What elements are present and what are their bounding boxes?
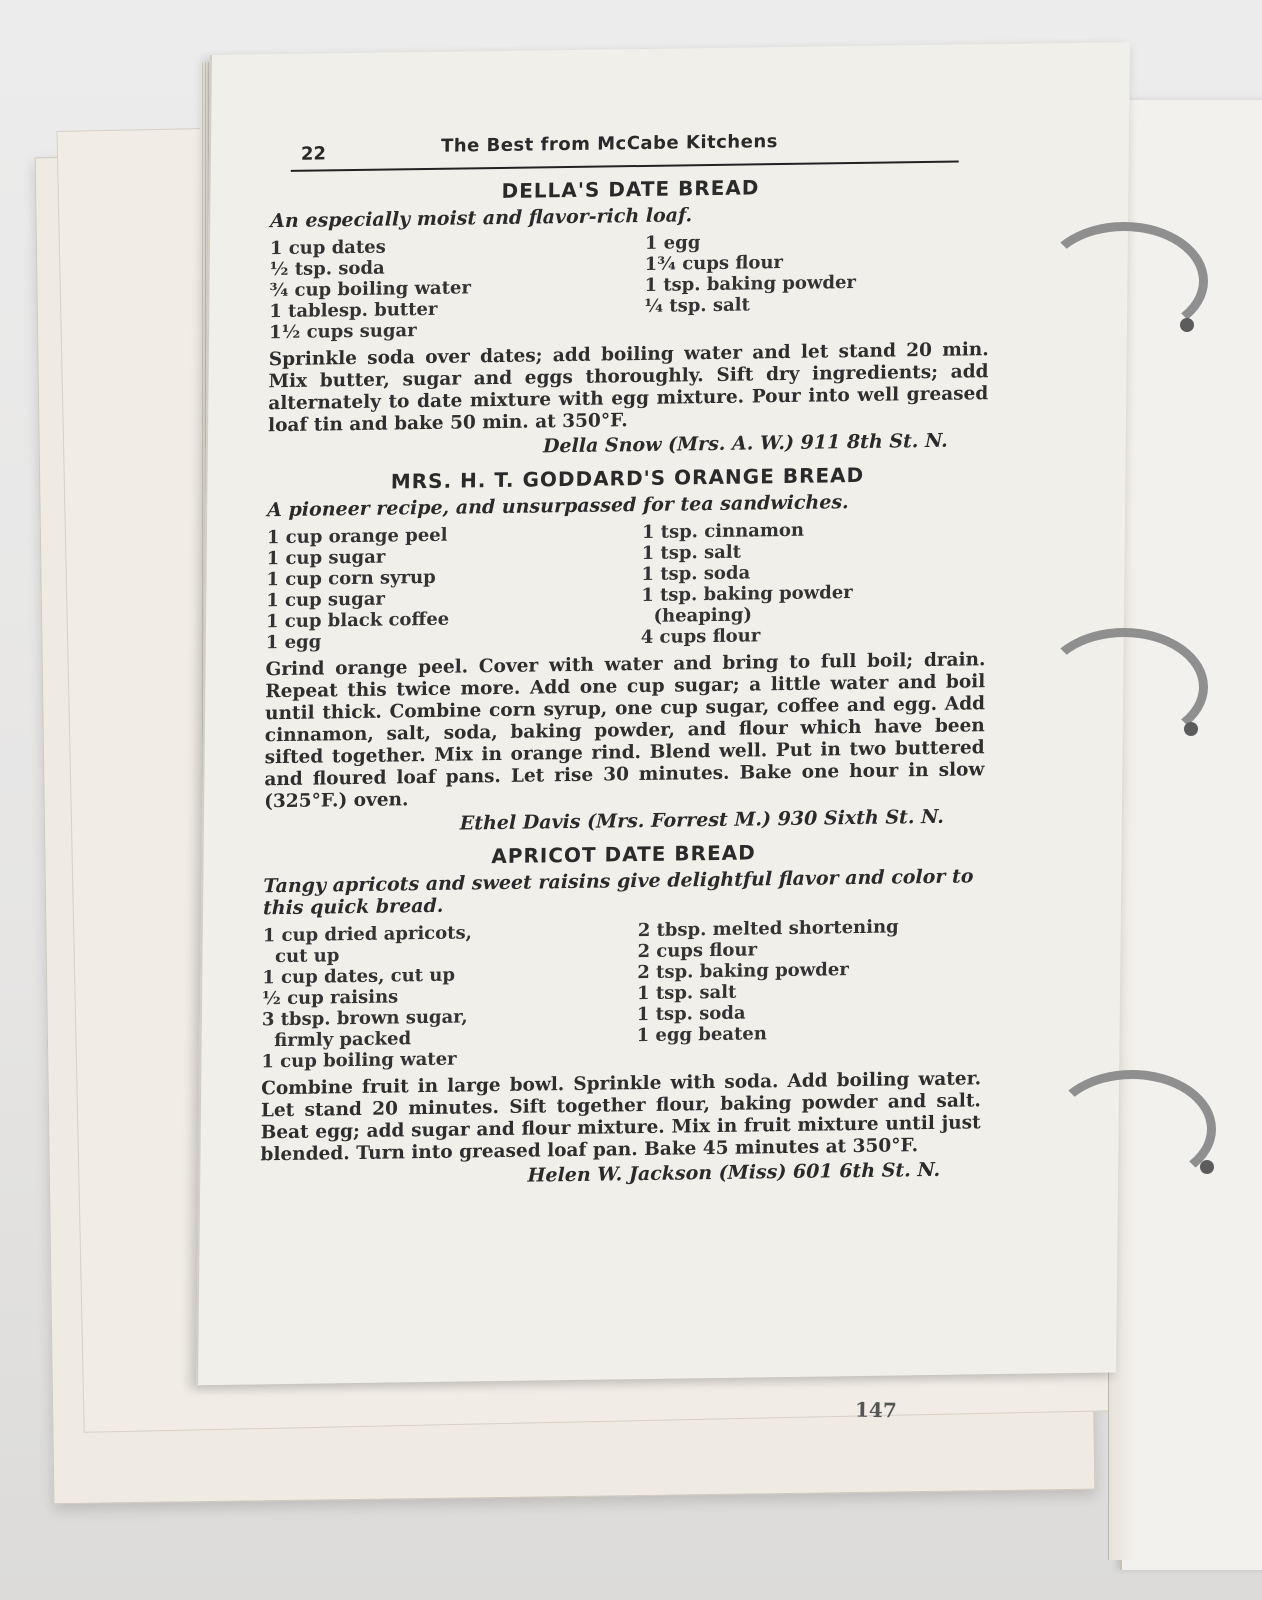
ingredient: 1 tsp. salt bbox=[636, 981, 737, 1005]
cookbook-page bbox=[196, 42, 1130, 1385]
ingredient-list bbox=[261, 915, 982, 1072]
ingredient: 1½ cups sugar bbox=[268, 320, 417, 344]
ingredient: 1 tsp. soda bbox=[636, 1002, 746, 1026]
ingredient: 1 tsp. soda bbox=[641, 562, 751, 586]
ingredient: 1 egg beaten bbox=[636, 1023, 767, 1047]
binder-ring-middle bbox=[1040, 628, 1208, 746]
ingredient: 1 tsp. salt bbox=[641, 541, 742, 565]
ingredient: 1 tablesp. butter bbox=[269, 298, 438, 323]
book-title: The Best from McCabe Kitchens bbox=[440, 131, 779, 157]
ingredient: 1¾ cups flour bbox=[644, 252, 784, 275]
ingredients-right-column bbox=[644, 228, 990, 338]
ingredient: 1 cup corn syrup bbox=[266, 566, 436, 591]
ingredient: 1 cup sugar bbox=[266, 546, 386, 570]
ingredient: 2 tbsp. melted shortening bbox=[637, 916, 899, 942]
recipe-list bbox=[260, 172, 991, 1190]
recipe-credit: Helen W. Jackson (Miss) 601 6th St. N. bbox=[527, 1158, 941, 1187]
ingredient: firmly packed bbox=[261, 1028, 412, 1052]
ingredients-left-column bbox=[261, 920, 608, 1072]
ingredient: 1 tsp. baking powder bbox=[644, 271, 857, 296]
ingredient-list bbox=[269, 228, 990, 343]
recipe-directions: Combine fruit in large bowl. Sprinkle with soda. Add boiling water. Let stand 20 minutes. Sift together flour, baking powder and salt. Beat egg; add sugar and flour mixture. Mix in fruit mixture until just blended. Turn into greased loaf pan. Bake 45 minutes at 350°F. bbox=[260, 1068, 982, 1166]
running-header bbox=[291, 115, 959, 172]
ingredient: 1 cup dates bbox=[269, 236, 386, 260]
ingredient-list bbox=[266, 517, 987, 653]
ingredient: 1 cup boiling water bbox=[261, 1048, 457, 1073]
ingredient: 1 tsp. cinnamon bbox=[641, 519, 805, 543]
ingredients-left-column bbox=[269, 233, 615, 343]
recipe-title: DELLA'S DATE BREAD bbox=[501, 175, 760, 203]
ingredients-right-column bbox=[636, 915, 983, 1067]
recipe-intro: Tangy apricots and sweet raisins give delightful flavor and color to this quick bread. bbox=[262, 865, 974, 920]
recipe-credit: Ethel Davis (Mrs. Forrest M.) 930 Sixth St. N. bbox=[459, 805, 944, 835]
binder-ring-bottom bbox=[1048, 1070, 1216, 1188]
recipe bbox=[268, 172, 991, 461]
ingredients-right-column bbox=[641, 517, 987, 648]
recipe-title: APRICOT DATE BREAD bbox=[491, 840, 756, 869]
recipe-intro: A pioneer recipe, and unsurpassed for tea sandwiches. bbox=[267, 491, 849, 522]
ingredient: 4 cups flour bbox=[640, 625, 761, 649]
ingredient: ¼ tsp. salt bbox=[644, 294, 750, 317]
page-number: 22 bbox=[300, 143, 327, 165]
ingredient: 1 tsp. baking powder bbox=[641, 582, 853, 607]
recipe-credit: Della Snow (Mrs. A. W.) 911 8th St. N. bbox=[542, 429, 948, 458]
ingredient: ½ tsp. soda bbox=[269, 257, 385, 281]
ingredient: 1 cup black coffee bbox=[265, 608, 450, 633]
recipe-intro: An especially moist and flavor-rich loaf. bbox=[270, 204, 693, 233]
ingredient: ½ cup raisins bbox=[261, 986, 399, 1010]
ingredient: 1 cup orange peel bbox=[266, 524, 448, 549]
ingredient: 1 cup sugar bbox=[266, 588, 386, 612]
ring-hole-middle bbox=[1184, 722, 1198, 736]
ingredient: 2 tsp. baking powder bbox=[637, 959, 849, 984]
recipe-directions: Grind orange peel. Cover with water and bring to full boil; drain. Repeat this twice more. Add one cup sugar; a little water and boil until thick. Combine corn syrup, one cup sugar, coffee and egg. Add cinnamon, salt, soda, baking powder, and flour which have been sifted together. Mix in orange rind. Blend well. Put in two buttered and floured loaf pans. Let rise 30 minutes. Bake one hour in slow (325°F.) oven. bbox=[264, 649, 986, 813]
ingredient: ¾ cup boiling water bbox=[269, 277, 472, 302]
ingredient: 3 tbsp. brown sugar, bbox=[261, 1006, 468, 1031]
ingredient: cut up bbox=[262, 945, 340, 968]
underlying-page-number: 147 bbox=[854, 1397, 897, 1423]
recipe bbox=[264, 461, 988, 837]
ingredient: (heaping) bbox=[640, 604, 753, 628]
recipe-directions: Sprinkle soda over dates; add boiling water and let stand 20 min. Mix butter, sugar and eggs thoroughly. Sift dry ingredients; add alternately to date mixture with egg mixture. Pour into well greased loaf tin and bake 50 min. at 350°F. bbox=[267, 339, 989, 437]
ring-hole-top bbox=[1180, 318, 1194, 332]
ring-hole-bottom bbox=[1200, 1160, 1214, 1174]
ingredients-left-column bbox=[266, 522, 612, 653]
ingredient: 1 egg bbox=[265, 631, 322, 654]
recipe bbox=[260, 837, 984, 1190]
ingredient: 1 cup dates, cut up bbox=[262, 964, 456, 989]
page-content bbox=[260, 114, 991, 1190]
ingredient: 1 cup dried apricots, bbox=[262, 922, 473, 947]
ingredient: 2 cups flour bbox=[637, 939, 758, 963]
ingredient: 1 egg bbox=[644, 232, 701, 254]
recipe-title: MRS. H. T. GODDARD'S ORANGE BREAD bbox=[390, 462, 865, 494]
